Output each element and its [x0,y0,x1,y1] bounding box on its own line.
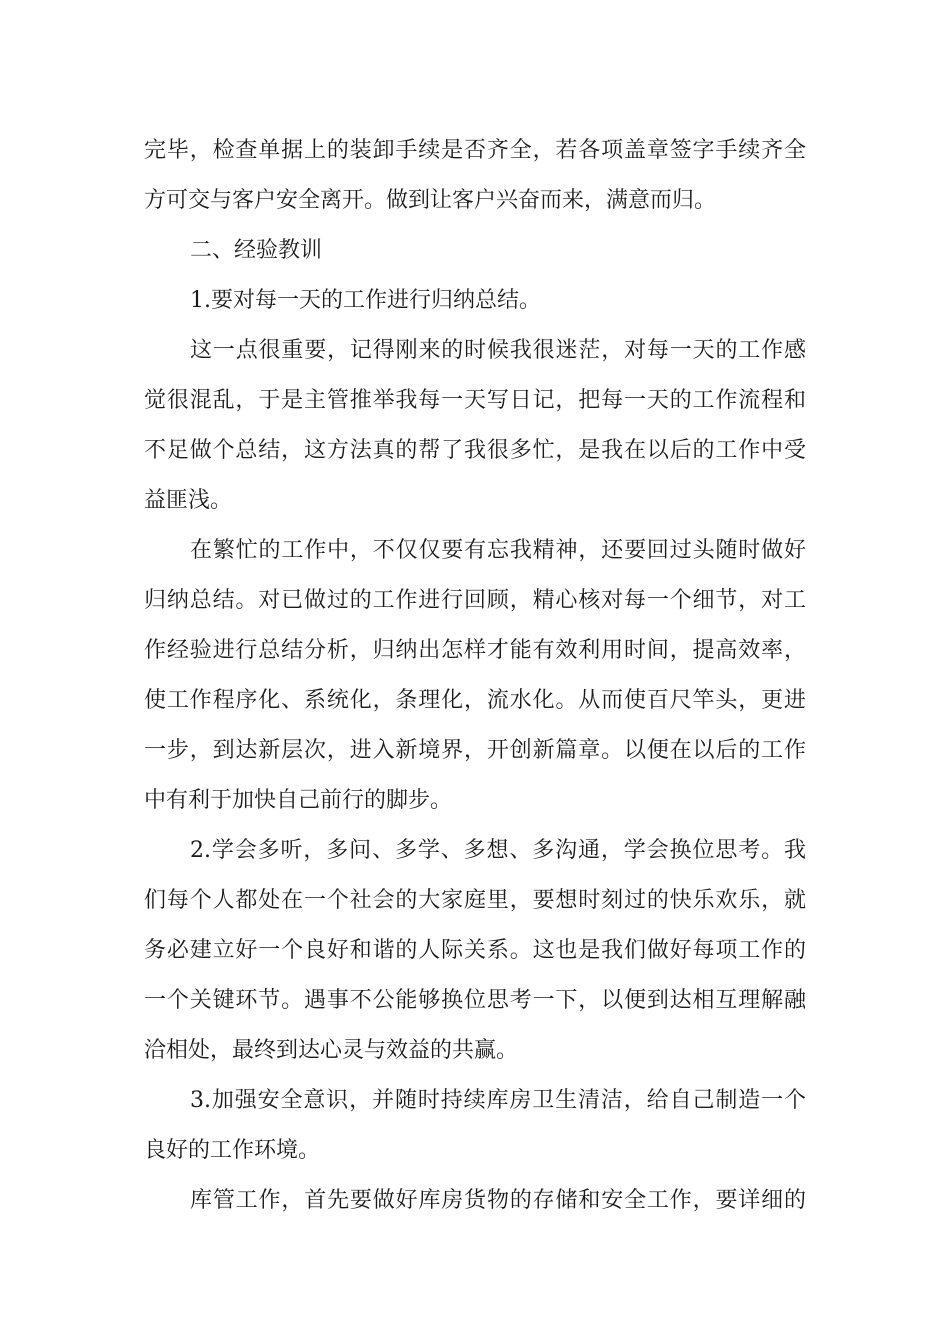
text-line: 益匪浅。 [144,488,233,513]
text-line: 不足做个总结，这方法真的帮了我很多忙，是我在以后的工作中受 [144,438,806,463]
document-body [144,126,806,1226]
text-line: 这一点很重要，记得刚来的时候我很迷茫，对每一天的工作感 [190,338,806,363]
text-line: 使工作程序化、系统化，条理化，流水化。从而使百尺竿头，更进 [144,688,806,713]
text-line: 库管工作，首先要做好库房货物的存储和安全工作，要详细的 [190,1188,806,1213]
text-line: 归纳总结。对已做过的工作进行回顾，精心核对每一个细节，对工 [144,588,806,613]
text-line: 方可交与客户安全离开。做到让客户兴奋而来，满意而归。 [144,188,717,213]
text-line: 完毕，检查单据上的装卸手续是否齐全，若各项盖章签字手续齐全 [144,138,806,163]
text-line: 在繁忙的工作中，不仅仅要有忘我精神，还要回过头随时做好 [190,538,806,563]
numbered-heading: 1.要对每一天的工作进行归纳总结。 [190,288,541,313]
text-line: 务必建立好一个良好和谐的人际关系。这也是我们做好每项工作的 [144,938,806,963]
section-heading: 二、经验教训 [190,238,323,263]
text-line: 一个关键环节。遇事不公能够换位思考一下，以便到达相互理解融 [144,988,806,1013]
numbered-heading: 3.加强安全意识，并随时持续库房卫生清洁，给自己制造一个 [190,1088,806,1113]
text-line: 觉很混乱，于是主管推举我每一天写日记，把每一天的工作流程和 [144,388,806,413]
text-line: 良好的工作环境。 [144,1138,321,1163]
text-line: 一步，到达新层次，进入新境界，开创新篇章。以便在以后的工作 [144,738,806,763]
text-line: 中有利于加快自己前行的脚步。 [144,788,453,813]
text-line: 作经验进行总结分析，归纳出怎样才能有效利用时间，提高效率， [144,638,806,663]
text-line: 洽相处，最终到达心灵与效益的共赢。 [144,1038,519,1063]
text-line: 们每个人都处在一个社会的大家庭里，要想时刻过的快乐欢乐，就 [144,888,806,913]
numbered-heading: 2.学会多听，多问、多学、多想、多沟通，学会换位思考。我 [190,838,806,863]
